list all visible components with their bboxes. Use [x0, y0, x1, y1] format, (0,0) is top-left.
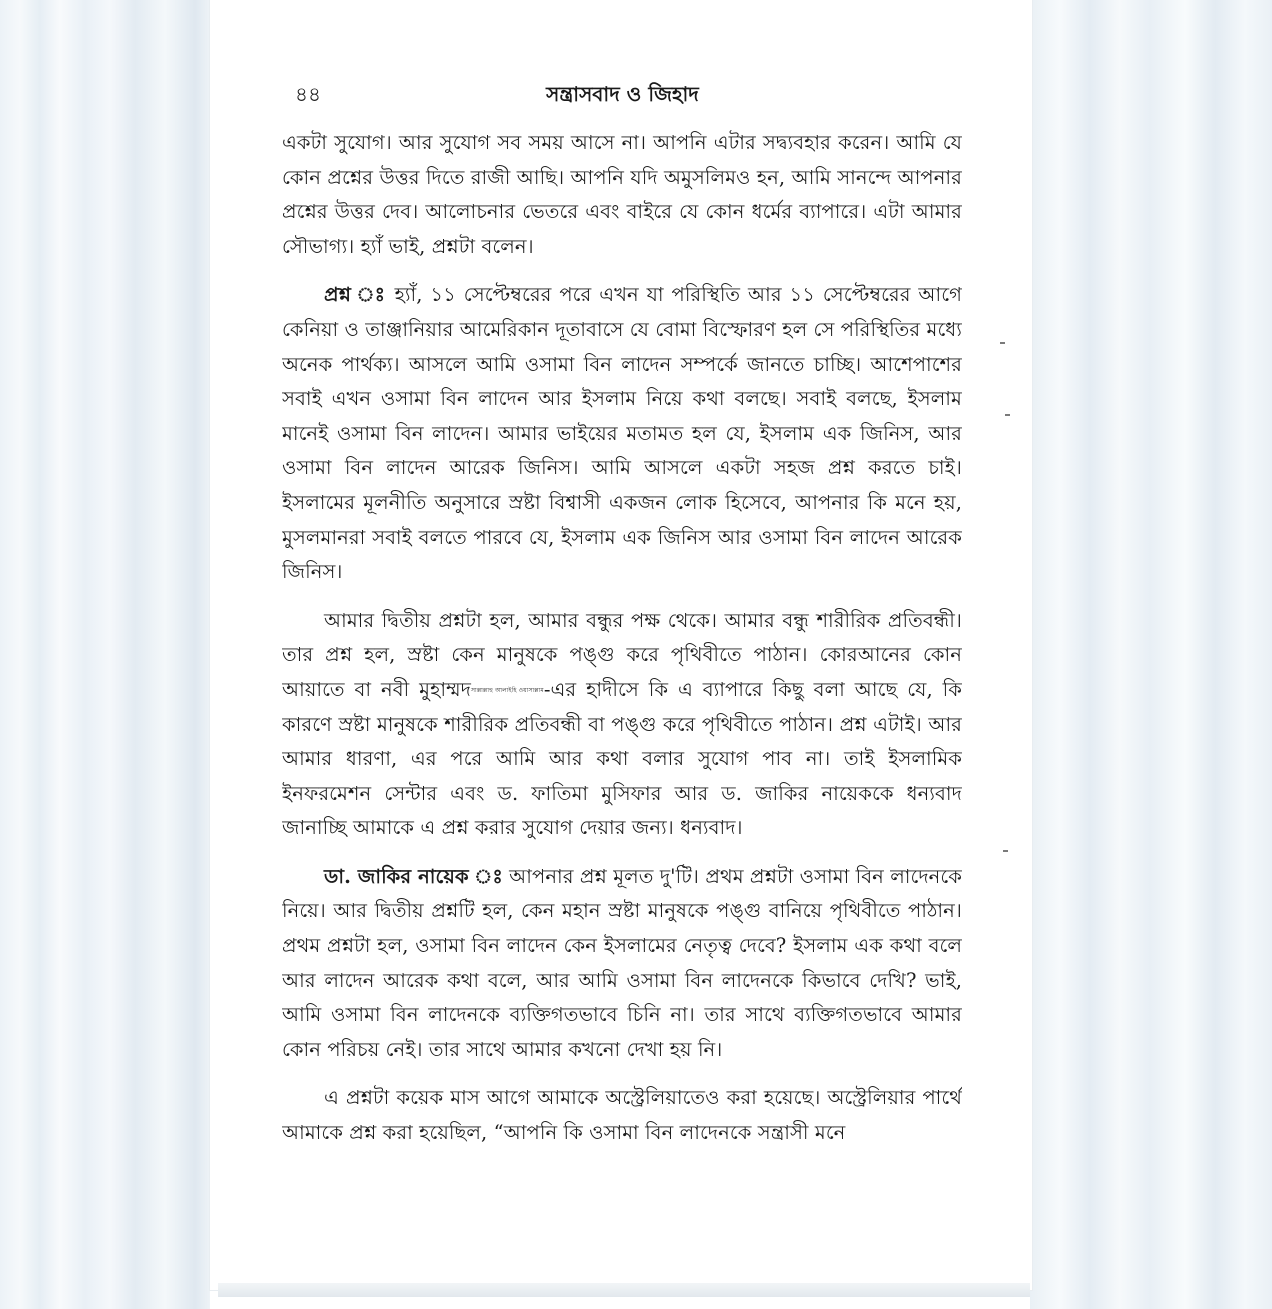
paragraph-5: এ প্রশ্নটা কয়েক মাস আগে আমাকে অস্ট্রেলিয়াতেও করা হয়েছে। অস্ট্রেলিয়ার পার্থে আমাকে প্রশ্ন করা হয়েছিল, “আপনি কি ওসামা বিন লাদেনকে সন্ত্রাসী মনে — [282, 1086, 962, 1145]
second-question-text-b: -এর হাদীসে কি এ ব্যাপারে কিছু বলা আছে যে, কি কারণে স্রষ্টা মানুষকে শারীরিক প্রতিবন্ধী বা পঙ্গু করে পৃথিবীতে পাঠান। প্রশ্ন এটাই। আর আমার ধারণা, এর পরে আমি আর কথা বলার সুযোগ পাব না। তাই ইসলামিক ইনফরমেশন সেন্টার এবং ড. ফাতিমা মুসিফার আর ড. জাকির নায়েককে ধন্যবাদ জানাচ্ছি আমাকে এ প্রশ্ন করার সুযোগ দেয়ার জন্য। ধন্যবাদ। — [282, 677, 962, 840]
margin-mark — [1003, 850, 1008, 852]
honorific-ligature: সাল্লাল্লাহু আলাইহি ওয়াসাল্লাম — [471, 686, 544, 694]
running-title: সন্ত্রাসবাদ ও জিহাদ — [546, 82, 699, 106]
page-header — [285, 80, 960, 112]
speaker-label: ডা. জাকির নায়েক ঃ — [324, 864, 503, 888]
body-text — [282, 126, 962, 1206]
paragraph-answer — [282, 860, 962, 1068]
paragraph-question — [282, 278, 962, 589]
margin-mark — [1005, 414, 1010, 416]
question-label: প্রশ্ন ঃ — [324, 283, 387, 307]
page-number: ৪৪ — [295, 82, 321, 106]
second-question-text-a: আমার দ্বিতীয় প্রশ্নটা হল, আমার বন্ধুর পক্ষ থেকে। আমার বন্ধু শারীরিক প্রতিবন্ধী। তার প্রশ্ন হল, স্রষ্টা কেন মানুষকে পঙ্গু করে পৃথিবীতে পাঠান। কোরআনের কোন আয়াতে বা নবী মুহাম্মদ — [282, 608, 962, 701]
margin-mark — [1000, 342, 1005, 344]
question-text: হ্যাঁ, ১১ সেপ্টেম্বরের পরে এখন যা পরিস্থিতি আর ১১ সেপ্টেম্বরের আগে কেনিয়া ও তাঞ্জানিয়ার আমেরিকান দূতাবাসে যে বোমা বিস্ফোরণ হল সে পরিস্থিতির মধ্যে অনেক পার্থক্য। আসলে আমি ওসামা বিন লাদেন সম্পর্কে জানতে চাচ্ছি। আশেপাশের সবাই এখন ওসামা বিন লাদেন আর ইসলাম নিয়ে কথা বলছে। সবাই বলছে, ইসলাম মানেই ওসামা বিন লাদেন। আমার ভাইয়ের মতামত হল যে, ইসলাম এক জিনিস, আর ওসামা বিন লাদেন আরেক জিনিস। আমি আসলে একটা সহজ প্রশ্ন করতে চাই। ইসলামের মূলনীতি অনুসারে স্রষ্টা বিশ্বাসী একজন লোক হিসেবে, আপনার কি মনে হয়, মুসলমানরা সবাই বলতে পারবে যে, ইসলাম এক জিনিস আর ওসামা বিন লাদেন আরেক জিনিস। — [282, 283, 962, 584]
page-bottom-edge — [218, 1283, 1030, 1297]
paragraph-1: একটা সুযোগ। আর সুযোগ সব সময় আসে না। আপনি এটার সদ্ব্যবহার করেন। আমি যে কোন প্রশ্নের উত্তর দিতে রাজী আছি। আপনি যদি অমুসলিমও হন, আমি সানন্দে আপনার প্রশ্নের উত্তর দেব। আলোচনার ভেতরে এবং বাইরে যে কোন ধর্মের ব্যাপারে। এটা আমার সৌভাগ্য। হ্যাঁ ভাই, প্রশ্নটা বলেন। — [282, 131, 962, 258]
book-page — [210, 0, 1032, 1290]
answer-text: আপনার প্রশ্ন মূলত দু'টি। প্রথম প্রশ্নটা ওসামা বিন লাদেনকে নিয়ে। আর দ্বিতীয় প্রশ্নটি হল, কেন মহান স্রষ্টা মানুষকে পঙ্গু বানিয়ে পৃথিবীতে পাঠান। প্রথম প্রশ্নটা হল, ওসামা বিন লাদেন কেন ইসলামের নেতৃত্ব দেবে? ইসলাম এক কথা বলে আর লাদেন আরেক কথা বলে, আর আমি ওসামা বিন লাদেনকে কিভাবে দেখি? ভাই, আমি ওসামা বিন লাদেনকে ব্যক্তিগতভাবে চিনি না। তার সাথে ব্যক্তিগতভাবে আমার কোন পরিচয় নেই। তার সাথে আমার কখনো দেখা হয় নি। — [282, 864, 962, 1061]
paragraph-second-question — [282, 604, 962, 846]
